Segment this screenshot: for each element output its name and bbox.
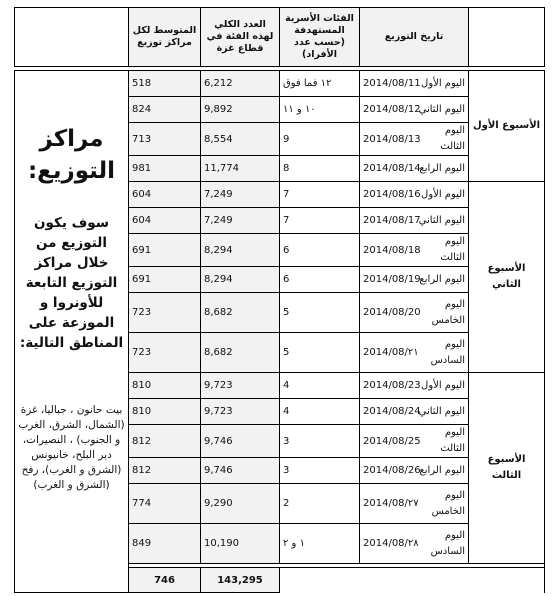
day-cell: اليوم السادس [416, 524, 469, 564]
week-label: الأسبوع الثاني [469, 182, 545, 373]
day-cell: اليوم الثاني [416, 399, 469, 425]
family-size-cell: 5 [280, 293, 360, 333]
distribution-table [14, 7, 545, 593]
date-cell: 2014/08/24 [360, 399, 416, 425]
day-cell: اليوم الأول [416, 373, 469, 399]
avg-cell: 691 [129, 267, 201, 293]
day-cell: اليوم الرابع [416, 267, 469, 293]
header-date: تاريخ التوزيع [360, 8, 469, 67]
avg-cell: 810 [129, 399, 201, 425]
family-size-cell: ١ و ٢ [280, 524, 360, 564]
date-cell: 2014/08/11 [360, 71, 416, 97]
avg-cell: 518 [129, 71, 201, 97]
date-cell: 2014/08/٢٨ [360, 524, 416, 564]
avg-cell: 812 [129, 425, 201, 458]
centers-title: مراكز التوزيع: [27, 126, 116, 184]
family-size-cell: ١٠ و ١١ [280, 97, 360, 123]
day-cell: اليوم الخامس [416, 484, 469, 524]
day-cell: اليوم الأول [416, 182, 469, 208]
date-cell: 2014/08/25 [360, 425, 416, 458]
family-size-cell: 5 [280, 333, 360, 373]
header-week-blank [469, 8, 545, 67]
week-label: الأسبوع الأول [469, 71, 545, 182]
total-cell: 7,249 [201, 182, 280, 208]
avg-cell: 812 [129, 458, 201, 484]
day-cell: اليوم الخامس [416, 293, 469, 333]
centers-areas: بيت حانون ، جباليا، غزة (الشمال، الشرق، الغرب و الجنوب) ، النصيرات، دير البلح، خانيونس (الشرق و الغرب)، رفح (الشرق و الغرب) [18, 404, 125, 491]
day-cell: اليوم الثالث [416, 234, 469, 267]
week-label: الأسبوع الثالث [469, 373, 545, 564]
family-size-cell: 7 [280, 208, 360, 234]
family-size-cell: 6 [280, 234, 360, 267]
day-cell: اليوم الثالث [416, 123, 469, 156]
family-size-cell: ١٢ فما فوق [280, 71, 360, 97]
avg-cell: 723 [129, 293, 201, 333]
avg-cell: 849 [129, 524, 201, 564]
total-cell: 9,290 [201, 484, 280, 524]
family-size-cell: 4 [280, 373, 360, 399]
total-cell: 8,294 [201, 267, 280, 293]
date-cell: 2014/08/12 [360, 97, 416, 123]
total-cell: 6,212 [201, 71, 280, 97]
day-cell: اليوم الأول [416, 71, 469, 97]
avg-cell: 774 [129, 484, 201, 524]
date-cell: 2014/08/16 [360, 182, 416, 208]
date-cell: 2014/08/17 [360, 208, 416, 234]
table-row [15, 71, 545, 97]
family-size-cell: 3 [280, 458, 360, 484]
total-cell: 11,774 [201, 156, 280, 182]
avg-cell: 723 [129, 333, 201, 373]
date-cell: 2014/08/23 [360, 373, 416, 399]
day-cell: اليوم الرابع [416, 458, 469, 484]
family-size-cell: 4 [280, 399, 360, 425]
distribution-centers-cell [15, 71, 129, 593]
avg-cell: 981 [129, 156, 201, 182]
total-cell: 9,746 [201, 458, 280, 484]
date-cell: 2014/08/18 [360, 234, 416, 267]
day-cell: اليوم الثاني [416, 208, 469, 234]
total-cell: 9,723 [201, 399, 280, 425]
day-cell: اليوم الثالث [416, 425, 469, 458]
avg-cell: 691 [129, 234, 201, 267]
total-cell: 8,682 [201, 333, 280, 373]
date-cell: 2014/08/19 [360, 267, 416, 293]
total-cell: 10,190 [201, 524, 280, 564]
family-size-cell: 8 [280, 156, 360, 182]
day-cell: اليوم الرابع [416, 156, 469, 182]
day-cell: اليوم السادس [416, 333, 469, 373]
avg-cell: 604 [129, 182, 201, 208]
avg-cell: 604 [129, 208, 201, 234]
total-cell: 8,554 [201, 123, 280, 156]
avg-cell: 824 [129, 97, 201, 123]
avg-cell: 810 [129, 373, 201, 399]
totals-blank [280, 568, 545, 593]
day-cell: اليوم الثاني [416, 97, 469, 123]
total-cell: 9,892 [201, 97, 280, 123]
total-cell: 9,723 [201, 373, 280, 399]
header-total: العدد الكلي لهذه الفئة في قطاع غزة [201, 8, 280, 67]
total-cell: 8,294 [201, 234, 280, 267]
centers-body: سوف يكون التوزيع من خلال مراكز التوزيع التابعة للأونروا و الموزعة على المناطق التالية: [19, 215, 124, 351]
family-size-cell: 2 [280, 484, 360, 524]
family-size-cell: 9 [280, 123, 360, 156]
date-cell: 2014/08/٢١ [360, 333, 416, 373]
header-avg: المتوسط لكل مراكز توزيع [129, 8, 201, 67]
date-cell: 2014/08/26 [360, 458, 416, 484]
date-cell: 2014/08/13 [360, 123, 416, 156]
total-cell: 9,746 [201, 425, 280, 458]
header-family: الفئات الأسرية المستهدفة (حسب عدد الأفراد) [280, 8, 360, 67]
total-count: 143,295 [201, 568, 280, 593]
date-cell: 2014/08/٢٧ [360, 484, 416, 524]
family-size-cell: 6 [280, 267, 360, 293]
header-blank [15, 8, 129, 67]
total-avg: 746 [129, 568, 201, 593]
total-cell: 7,249 [201, 208, 280, 234]
date-cell: 2014/08/20 [360, 293, 416, 333]
total-cell: 8,682 [201, 293, 280, 333]
avg-cell: 713 [129, 123, 201, 156]
date-cell: 2014/08/14 [360, 156, 416, 182]
family-size-cell: 3 [280, 425, 360, 458]
family-size-cell: 7 [280, 182, 360, 208]
